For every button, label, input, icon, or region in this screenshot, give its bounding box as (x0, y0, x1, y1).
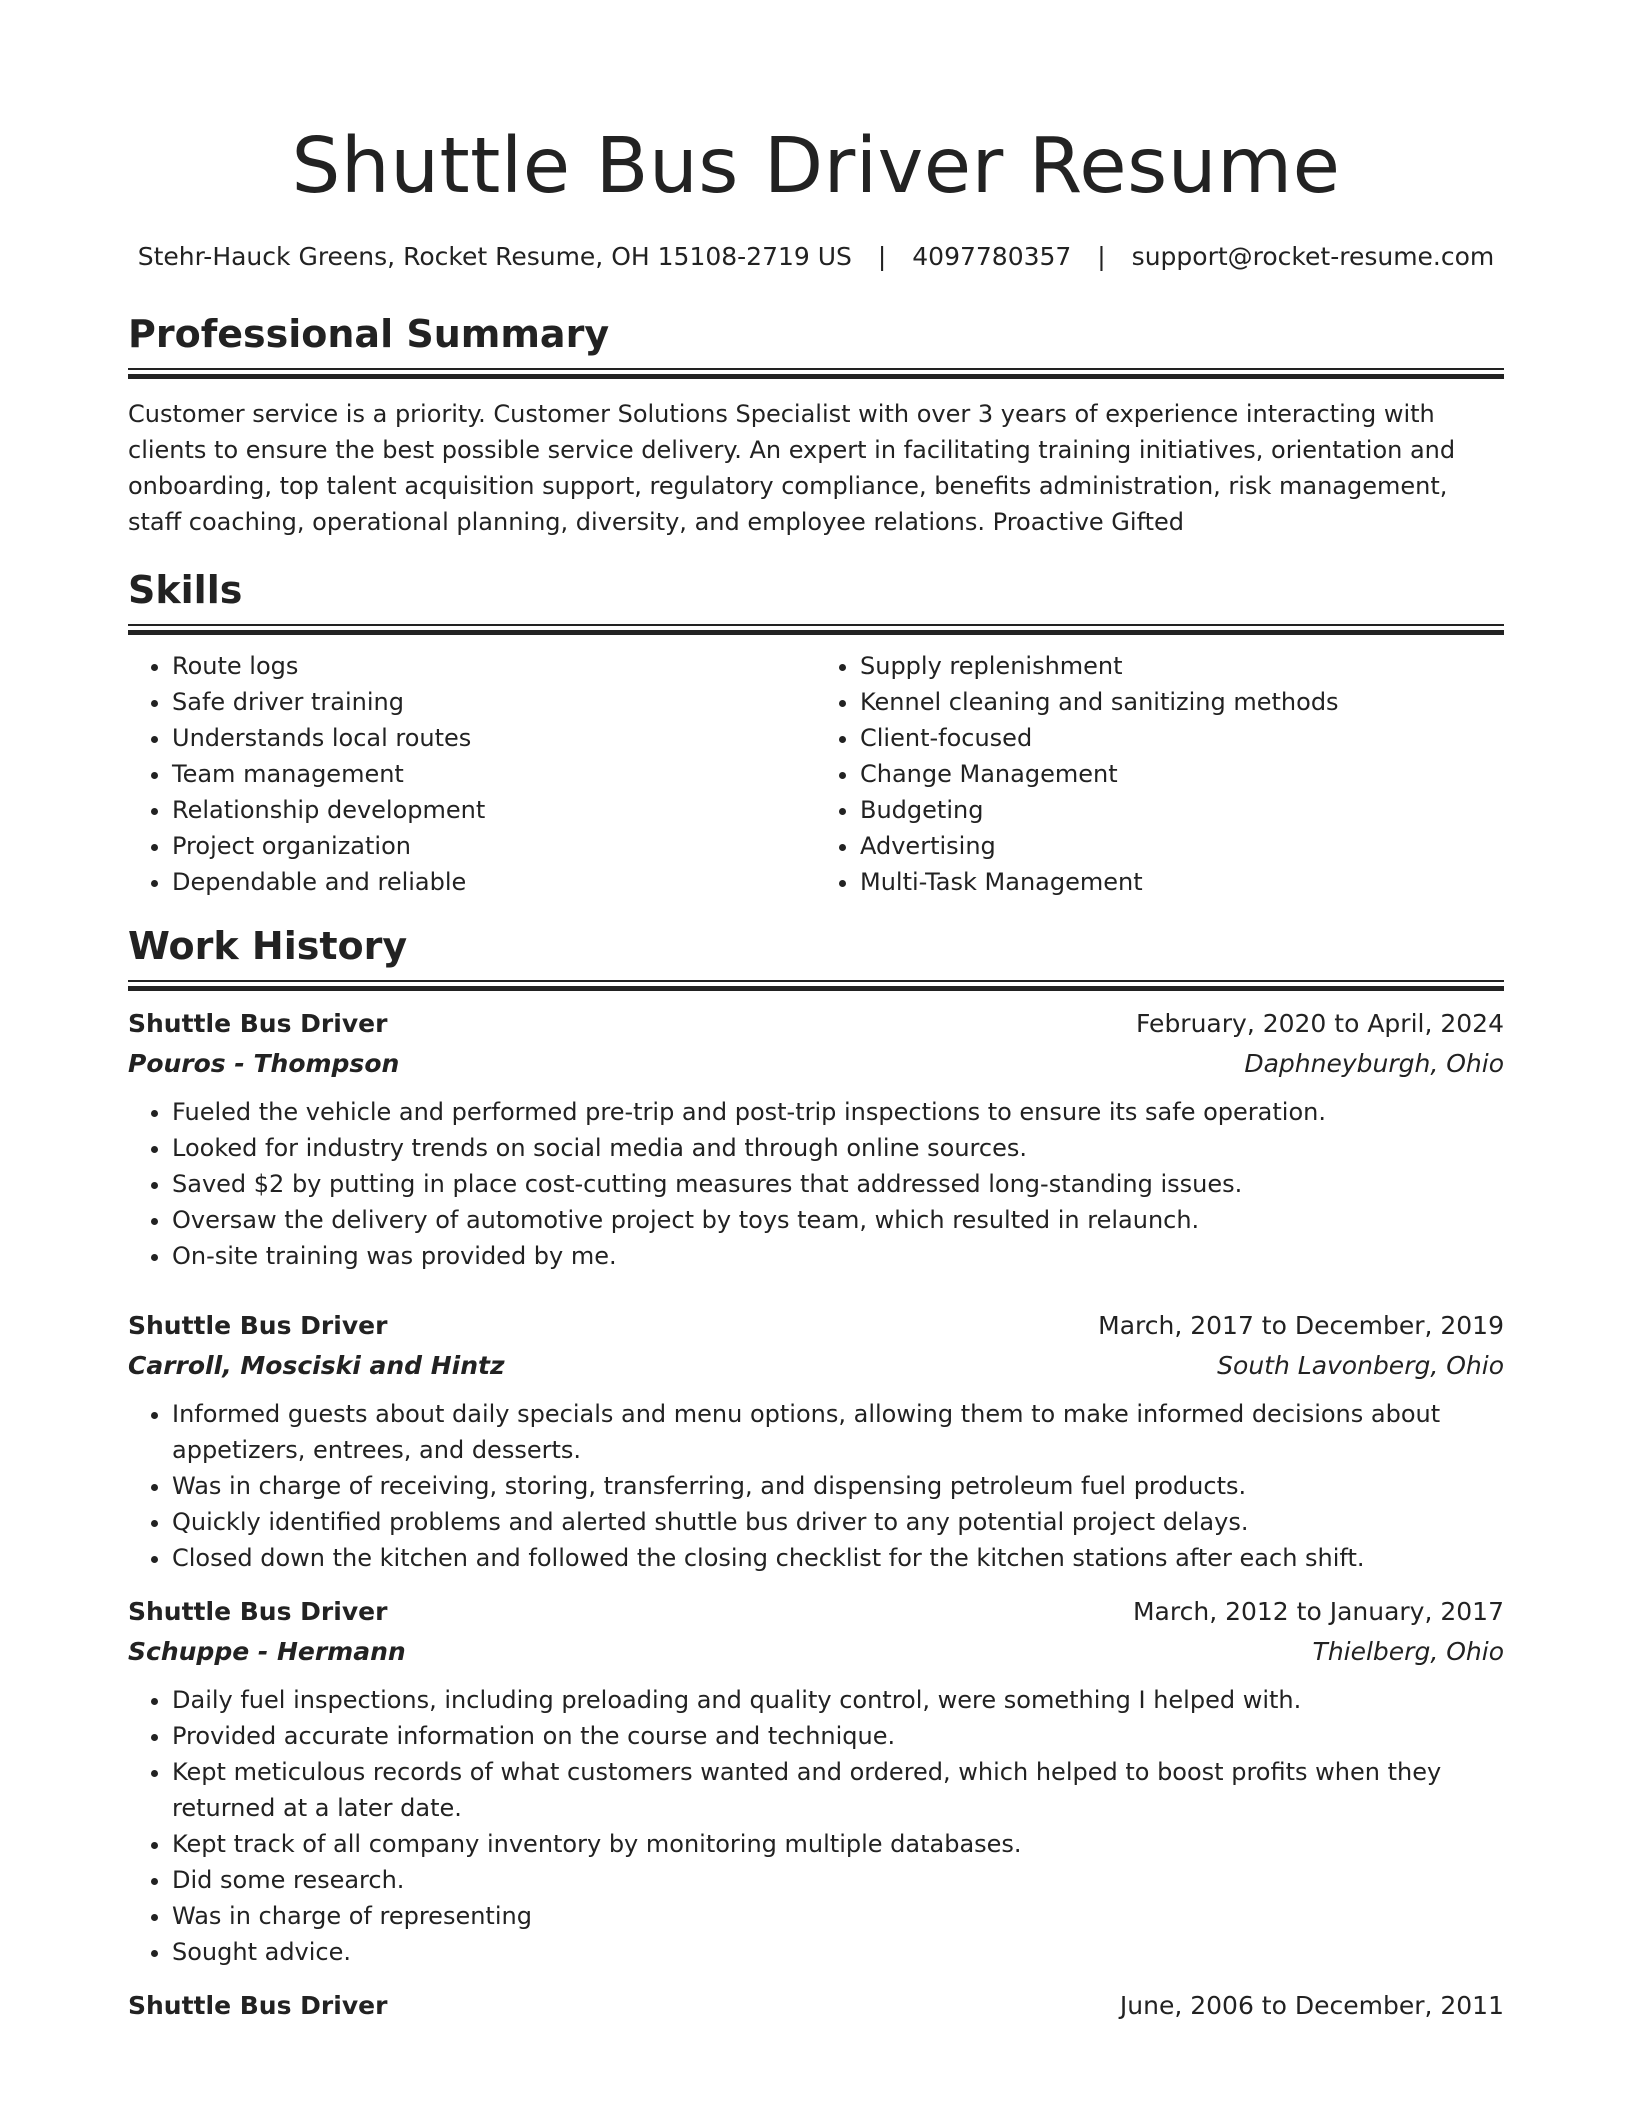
section-divider (128, 624, 1504, 634)
job-location: Daphneyburgh, Ohio (1244, 1049, 1504, 1078)
skill-item: • Understands local routes (172, 720, 816, 756)
skill-item: • Route logs (172, 648, 816, 684)
job-bullet: • On-site training was provided by me. (172, 1238, 1504, 1274)
skills-left-list (128, 648, 816, 900)
job-bullet: • Kept track of all company inventory by monitoring multiple databases. (172, 1826, 1504, 1862)
job-company: Schuppe - Hermann (128, 1637, 406, 1666)
job-bullet: • Did some research. (172, 1862, 1504, 1898)
job-company-row (128, 1346, 1504, 1386)
job-bullet: • Saved $2 by putting in place cost-cutting measures that addressed long-standing issues. (172, 1166, 1504, 1202)
work-heading: Work History (128, 924, 408, 968)
contact-phone: 4097780357 (912, 242, 1072, 271)
contact-separator: | (877, 242, 887, 271)
job-bullet: • Looked for industry trends on social media and through online sources. (172, 1130, 1504, 1166)
job-location: South Lavonberg, Ohio (1217, 1351, 1504, 1380)
skills-columns (128, 648, 1504, 900)
job-bullet: • Sought advice. (172, 1934, 1504, 1970)
skill-item: • Dependable and reliable (172, 864, 816, 900)
job-bullets (128, 1396, 1504, 1576)
job-title: Shuttle Bus Driver (128, 1311, 388, 1340)
work-section (128, 922, 1504, 2026)
job-header-row (128, 1592, 1504, 1632)
skill-item: • Safe driver training (172, 684, 816, 720)
job-bullet: • Provided accurate information on the course and technique. (172, 1718, 1504, 1754)
job-bullet: • Was in charge of representing (172, 1898, 1504, 1934)
skill-item: • Supply replenishment (860, 648, 1504, 684)
job-bullet: • Oversaw the delivery of automotive project by toys team, which resulted in relaunch. (172, 1202, 1504, 1238)
contact-email: support@rocket-resume.com (1131, 242, 1495, 271)
job-header-row (128, 1004, 1504, 1044)
skill-item: • Budgeting (860, 792, 1504, 828)
job-company-row (128, 1632, 1504, 1672)
section-divider (128, 368, 1504, 378)
job-bullets (128, 1682, 1504, 1970)
section-divider (128, 980, 1504, 990)
contact-line (128, 240, 1504, 274)
job-entry (128, 1986, 1504, 2026)
skill-item: • Kennel cleaning and sanitizing methods (860, 684, 1504, 720)
job-bullets (128, 1094, 1504, 1274)
contact-address: Stehr-Hauck Greens, Rocket Resume, OH 15108-2719 US (137, 242, 852, 271)
skills-section (128, 566, 1504, 900)
job-dates: March, 2012 to January, 2017 (1132, 1597, 1504, 1626)
resume-page (128, 0, 1504, 2026)
job-dates: February, 2020 to April, 2024 (1136, 1009, 1504, 1038)
job-entry (128, 1592, 1504, 1970)
skill-item: • Advertising (860, 828, 1504, 864)
skill-item: • Multi-Task Management (860, 864, 1504, 900)
job-entry (128, 1306, 1504, 1576)
skill-item: • Team management (172, 756, 816, 792)
contact-separator: | (1097, 242, 1106, 271)
job-dates: March, 2017 to December, 2019 (1098, 1311, 1504, 1340)
resume-title: Shuttle Bus Driver Resume (291, 122, 1341, 211)
job-title: Shuttle Bus Driver (128, 1009, 388, 1038)
job-bullet: • Kept meticulous records of what customers wanted and ordered, which helped to boost profits when they returned at a later date. (172, 1754, 1504, 1826)
job-entry (128, 1004, 1504, 1274)
summary-text: Customer service is a priority. Customer Solutions Specialist with over 3 years of experience interacting with clients to ensure the best possible service delivery. An expert in facilitating training initiatives, orientation and onboarding, top talent acquisition support, regulatory compliance, benefits administration, risk management, staff coaching, operational planning, diversity, and employee relations. Proactive Gifted (128, 400, 1456, 536)
skill-item: • Client-focused (860, 720, 1504, 756)
job-title: Shuttle Bus Driver (128, 1597, 388, 1626)
skills-heading: Skills (128, 568, 243, 612)
job-bullet: • Was in charge of receiving, storing, transferring, and dispensing petroleum fuel products. (172, 1468, 1504, 1504)
job-company-row (128, 1044, 1504, 1084)
job-company: Carroll, Mosciski and Hintz (128, 1351, 505, 1380)
skill-item: • Project organization (172, 828, 816, 864)
summary-heading: Professional Summary (128, 312, 610, 356)
job-header-row (128, 1306, 1504, 1346)
skills-right-list (816, 648, 1504, 900)
job-bullet: • Fueled the vehicle and performed pre-trip and post-trip inspections to ensure its safe operation. (172, 1094, 1504, 1130)
job-company: Pouros - Thompson (128, 1049, 400, 1078)
skill-item: • Relationship development (172, 792, 816, 828)
summary-section (128, 310, 1504, 540)
job-bullet: • Quickly identified problems and alerted shuttle bus driver to any potential project delays. (172, 1504, 1504, 1540)
job-bullet: • Informed guests about daily specials and menu options, allowing them to make informed decisions about appetizers, entrees, and desserts. (172, 1396, 1504, 1468)
skill-item: • Change Management (860, 756, 1504, 792)
job-header-row (128, 1986, 1504, 2026)
job-bullet: • Daily fuel inspections, including preloading and quality control, were something I helped with. (172, 1682, 1504, 1718)
job-location: Thielberg, Ohio (1312, 1637, 1504, 1666)
job-title: Shuttle Bus Driver (128, 1991, 388, 2020)
job-dates: June, 2006 to December, 2011 (1119, 1991, 1504, 2020)
job-bullet: • Closed down the kitchen and followed the closing checklist for the kitchen stations after each shift. (172, 1540, 1504, 1576)
